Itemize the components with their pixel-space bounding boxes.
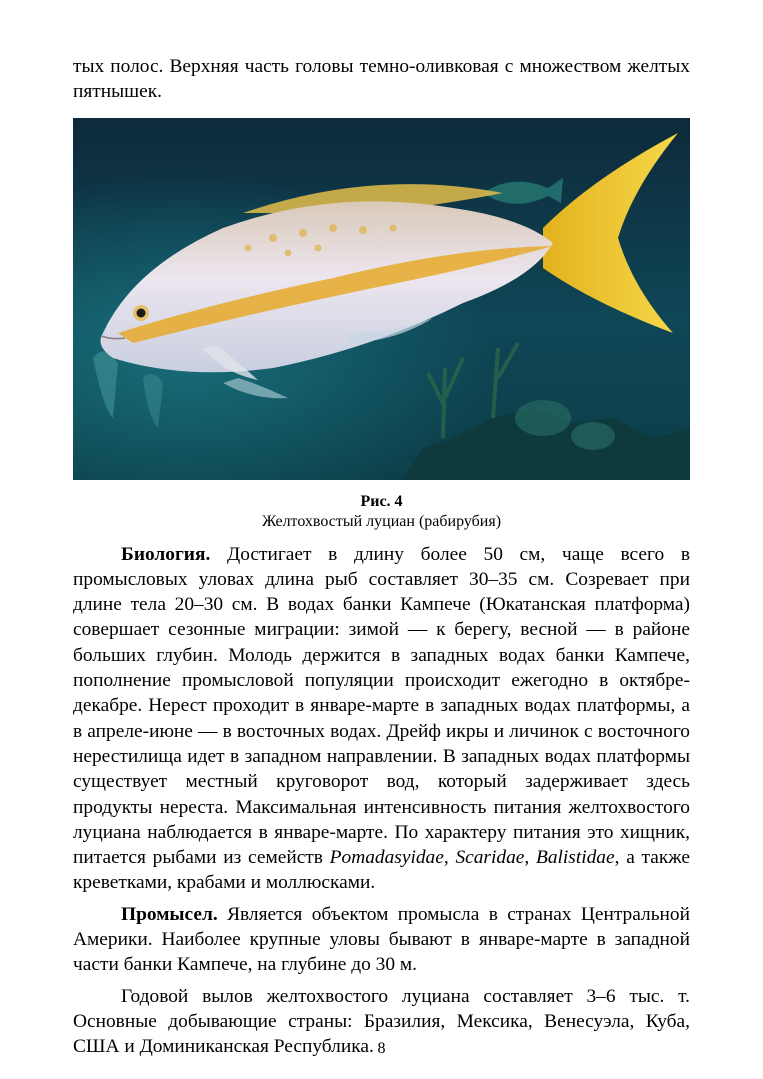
fishing-paragraph	[73, 902, 690, 978]
biology-heading: Биология.	[121, 543, 211, 565]
fishing-heading: Промысел.	[121, 903, 218, 925]
separator: ,	[524, 847, 536, 869]
family-balistidae: Balistidae	[535, 847, 615, 869]
family-pomadasyidae: Pomadasyidae	[329, 847, 444, 869]
figure-number: Рис. 4	[360, 492, 403, 510]
fishing-text: Является объектом промысла в странах Центральной Америки. Наиболее крупные уловы бывают в январе-марте в западной части банки Кампече, на глубине до 30 м.	[73, 903, 690, 976]
biology-text-end: , а также креветками, крабами и моллюсками.	[73, 847, 691, 894]
top-paragraph: тых полос. Верхняя часть головы темно-оливковая с множеством желтых пятнышек.	[73, 56, 690, 103]
catch-paragraph: Годовой вылов желтохвостого луциана составляет 3–6 тыс. т. Основные добывающие страны: Бразилия, Мексика, Венесуэла, Куба, США и Доминиканская Республика.	[73, 985, 690, 1058]
biology-paragraph	[73, 542, 690, 896]
figure-caption	[73, 492, 690, 532]
family-scaridae: Scaridae	[455, 847, 525, 869]
biology-text: Достигает в длину более 50 см, чаще всего в промысловых уловах длина рыб составляет 30–35 см. Созревает при длине тела 20–30 см. В водах банки Кампече (Юкатанская платформа) совершает сезонные миграции: зимой — к берегу, весной — в районе больших глубин. Молодь держится в западных водах банки Кампече, пополнение промысловой популяции происходит ежегодно в октябре-декабре. Нерест проходит в январе-марте в западных водах платформы, а в апреле-июне — в восточных водах. Дрейф икры и личинок с восточного нерестилища идет в западном направлении. В западных водах платформы существует местный круговорот вод, который задерживает здесь продукты нереста. Максимальная интенсивность питания желтохвостого луциана наблюдается в январе-марте. По характеру питания это хищник, питается рыбами из семейств	[73, 543, 690, 869]
page-content	[73, 54, 690, 1060]
separator: ,	[443, 847, 456, 869]
fish-photo	[73, 118, 690, 480]
figure-caption-text: Желтохвостый луциан (рабирубия)	[261, 512, 502, 530]
page-number: 8	[377, 1040, 386, 1057]
